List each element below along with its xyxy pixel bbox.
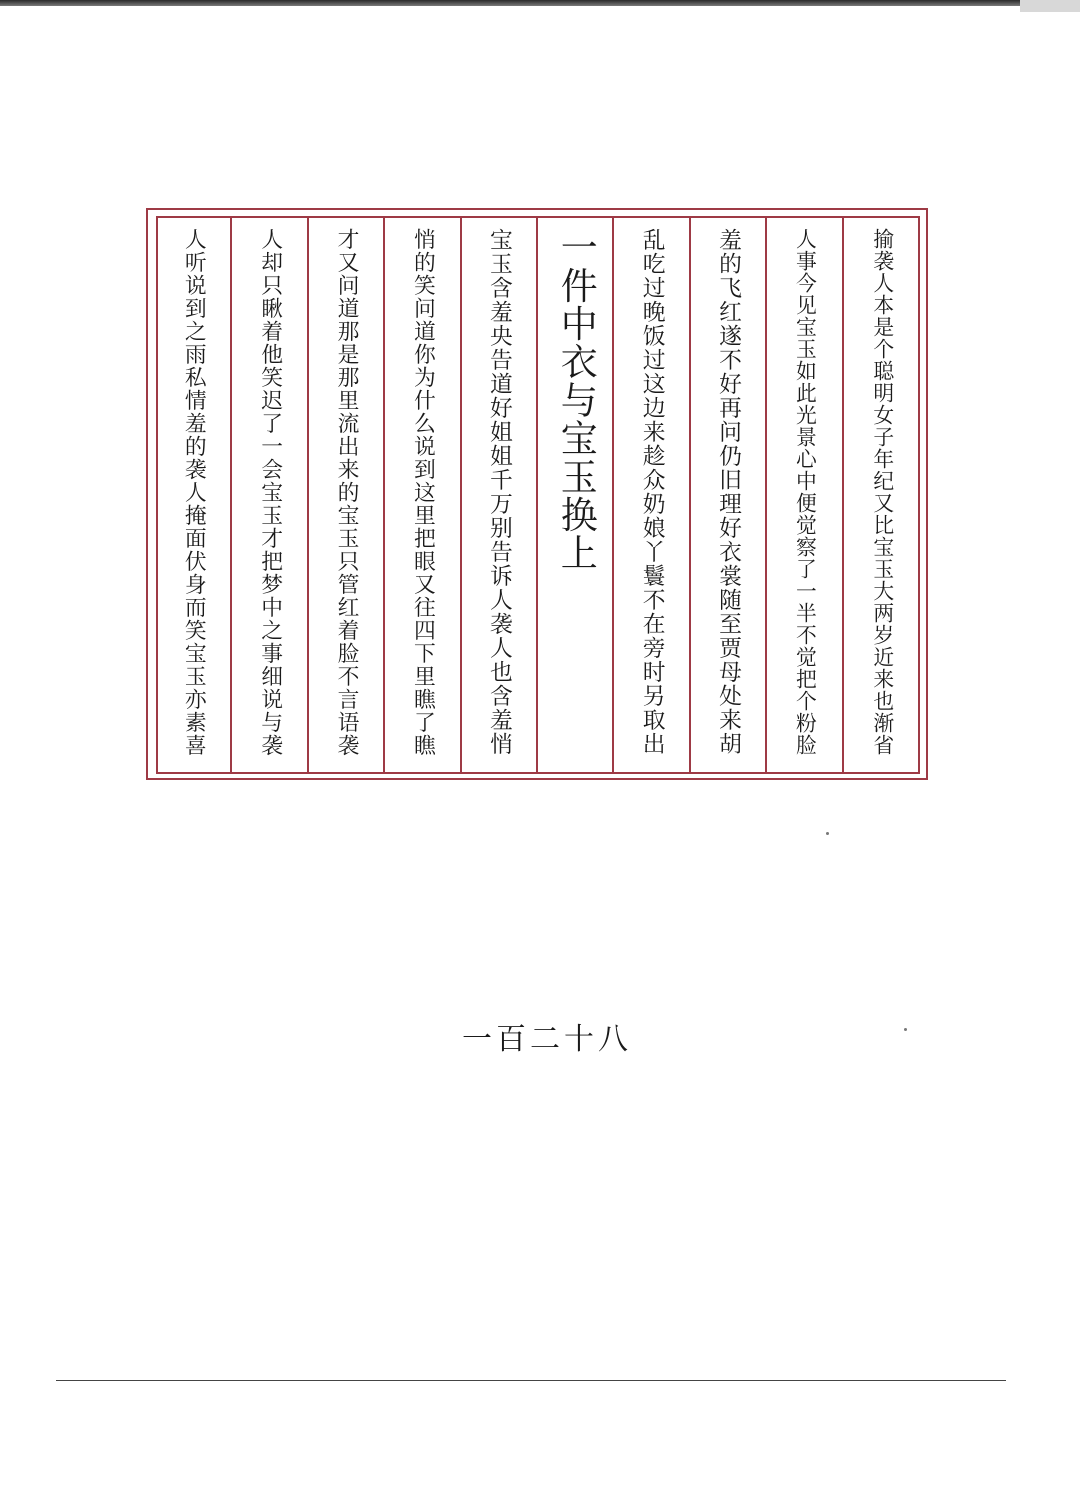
scan-speck (826, 832, 829, 835)
manuscript-columns (156, 216, 920, 774)
text-column-2 (767, 216, 843, 774)
column-text: 一件中衣与宝玉换上 (554, 228, 598, 572)
column-text: 人却只瞅着他笑迟了一会宝玉才把梦中之事细说与袭 (257, 228, 283, 757)
scan-edge (0, 0, 1080, 6)
column-text: 宝玉含羞央告道好姐姐千万别告诉人袭人也含羞悄 (485, 228, 512, 756)
text-column-5 (538, 216, 614, 774)
text-column-7 (385, 216, 461, 774)
column-text: 羞的飞红遂不好再问仍旧理好衣裳随至贾母处来胡 (715, 228, 742, 756)
column-text: 人事今见宝玉如此光景心中便觉察了一半不觉把个粉脸 (792, 228, 817, 756)
bottom-rule (56, 1380, 1006, 1381)
text-column-4 (614, 216, 690, 774)
text-column-9 (232, 216, 308, 774)
text-column-6 (462, 216, 538, 774)
column-text: 乱吃过晚饭过这边来趁众奶娘丫鬟不在旁时另取出 (638, 228, 665, 756)
column-text: 揄袭人本是个聪明女子年纪又比宝玉大两岁近来也渐省 (869, 228, 894, 756)
column-text: 才又问道那是那里流出来的宝玉只管红着脸不言语袭 (334, 228, 360, 757)
scan-speck (904, 1028, 907, 1031)
column-text: 悄的笑问道你为什么说到这里把眼又往四下里瞧了瞧 (410, 228, 436, 757)
text-column-3 (691, 216, 767, 774)
column-text: 人听说到之雨私情羞的袭人掩面伏身而笑宝玉亦素喜 (181, 228, 207, 757)
text-column-1 (844, 216, 920, 774)
scan-edge-right (1020, 0, 1080, 12)
page-number: 一百二十八 (462, 1022, 632, 1057)
text-column-10 (156, 216, 232, 774)
text-column-8 (309, 216, 385, 774)
